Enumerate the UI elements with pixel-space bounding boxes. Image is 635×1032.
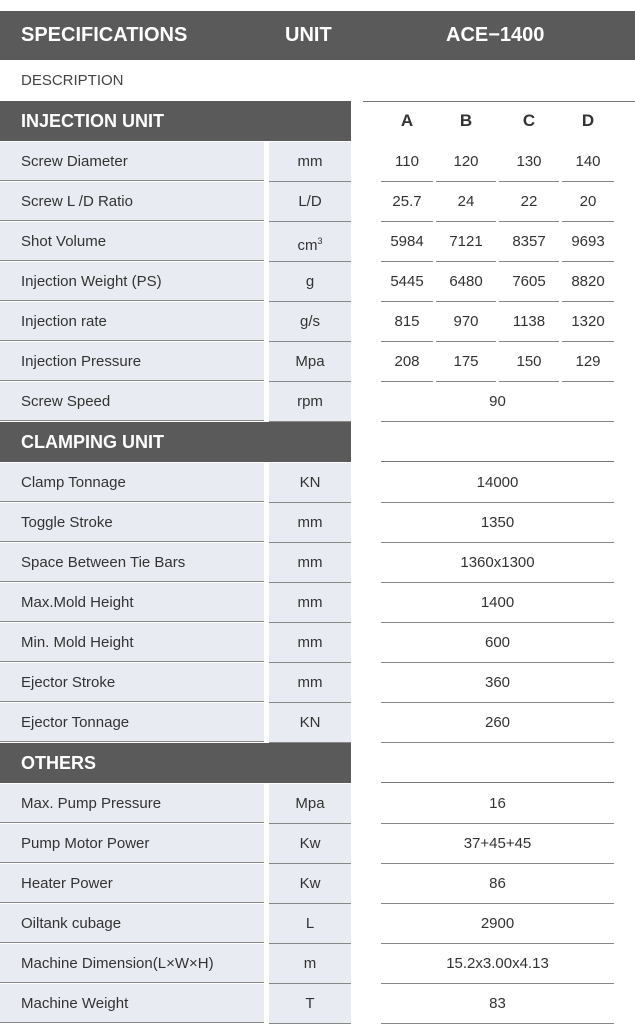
- row-label: Screw Diameter: [0, 142, 264, 181]
- unit-text: rpm: [297, 393, 323, 411]
- value-cell: 1320: [562, 302, 614, 342]
- section-injection-unit: INJECTION UNIT: [0, 101, 351, 141]
- value-cell: 5984: [381, 222, 433, 262]
- row-unit: [269, 262, 351, 302]
- row-unit: [269, 222, 351, 262]
- value-cell: 150: [499, 342, 559, 382]
- table-row: [0, 543, 635, 583]
- description-label: DESCRIPTION: [21, 72, 124, 89]
- table-row: [0, 864, 635, 904]
- column-header-d: D: [581, 111, 595, 130]
- row-unit: [269, 182, 351, 222]
- row-unit: [269, 784, 351, 824]
- unit-text: Kw: [299, 834, 321, 852]
- row-unit: [269, 583, 351, 623]
- row-unit: [269, 503, 351, 543]
- unit-text: L/D: [298, 192, 322, 210]
- row-label: Toggle Stroke: [0, 503, 264, 542]
- unit-text: mm: [297, 553, 323, 571]
- unit-text: KN: [299, 714, 321, 732]
- section-others: OTHERS: [0, 743, 351, 783]
- unit-text: L: [305, 914, 315, 932]
- table-row: [0, 463, 635, 503]
- row-label: Space Between Tie Bars: [0, 543, 264, 582]
- value-cell: 8820: [562, 262, 614, 302]
- unit-text: mm: [297, 634, 323, 652]
- table-row: [0, 703, 635, 743]
- table-row: [0, 182, 635, 222]
- row-label: Injection rate: [0, 302, 264, 341]
- row-unit: [269, 302, 351, 342]
- row-label: Min. Mold Height: [0, 623, 264, 662]
- value-cell: 90: [381, 382, 614, 422]
- table-row: [0, 623, 635, 663]
- table-row: [0, 302, 635, 342]
- value-cell: 8357: [499, 222, 559, 262]
- value-cell: 83: [381, 984, 614, 1024]
- row-unit: [269, 382, 351, 422]
- unit-text: mm: [297, 513, 323, 531]
- row-label: Oiltank cubage: [0, 904, 264, 943]
- value-cell: 120: [436, 142, 496, 182]
- value-cell: 7121: [436, 222, 496, 262]
- section-clamping-unit: CLAMPING UNIT: [0, 422, 351, 462]
- table-row: [0, 503, 635, 543]
- row-unit: [269, 142, 351, 182]
- row-unit: [269, 663, 351, 703]
- value-cell: 1138: [499, 302, 559, 342]
- unit-text: g/s: [299, 313, 320, 331]
- value-cell: 1400: [381, 583, 614, 623]
- row-label: Max.Mold Height: [0, 583, 264, 622]
- value-cell: 1350: [381, 503, 614, 543]
- specifications-heading: SPECIFICATIONS: [21, 24, 188, 46]
- row-label: Screw L /D Ratio: [0, 182, 264, 221]
- value-cell: 14000: [381, 463, 614, 503]
- table-row: [0, 222, 635, 262]
- unit-text: KN: [299, 473, 321, 491]
- value-cell: 86: [381, 864, 614, 904]
- table-row: [0, 824, 635, 864]
- model-heading: ACE−1400: [446, 24, 545, 46]
- value-cell: 360: [381, 663, 614, 703]
- value-cell: 25.7: [381, 182, 433, 222]
- value-cell: 24: [436, 182, 496, 222]
- unit-text: T: [305, 995, 315, 1013]
- row-label: Clamp Tonnage: [0, 463, 264, 502]
- value-cell: 260: [381, 703, 614, 743]
- column-header-c: C: [522, 111, 536, 130]
- value-cell: 208: [381, 342, 433, 382]
- value-cell: 37+45+45: [381, 824, 614, 864]
- value-cell: 16: [381, 784, 614, 824]
- row-label: Ejector Tonnage: [0, 703, 264, 742]
- row-unit: [269, 703, 351, 743]
- value-cell: 600: [381, 623, 614, 663]
- row-unit: [269, 543, 351, 583]
- value-cell: 130: [499, 142, 559, 182]
- table-row: [0, 342, 635, 382]
- value-cell: 110: [381, 142, 433, 182]
- value-cell: 15.2x3.00x4.13: [381, 944, 614, 984]
- value-cell: 20: [562, 182, 614, 222]
- table-row: [0, 142, 635, 182]
- row-unit: [269, 463, 351, 503]
- unit-text: m: [303, 955, 317, 973]
- row-label: Pump Motor Power: [0, 824, 264, 863]
- row-label: Machine Weight: [0, 984, 264, 1023]
- value-cell: 815: [381, 302, 433, 342]
- column-header-a: A: [400, 111, 414, 130]
- value-cell: 22: [499, 182, 559, 222]
- unit-text: mm: [297, 674, 323, 692]
- table-row: [0, 262, 635, 302]
- table-row: [0, 784, 635, 824]
- unit-text: g: [305, 272, 315, 290]
- row-unit: [269, 623, 351, 663]
- row-label: Machine Dimension(L×W×H): [0, 944, 264, 983]
- value-cell: 175: [436, 342, 496, 382]
- table-row: [0, 984, 635, 1024]
- value-cell: 5445: [381, 262, 433, 302]
- value-cell: 6480: [436, 262, 496, 302]
- value-cell: 9693: [562, 222, 614, 262]
- row-label: Injection Weight (PS): [0, 262, 264, 301]
- value-cell: 970: [436, 302, 496, 342]
- table-row: [0, 583, 635, 623]
- table-header: [0, 11, 635, 60]
- row-label: Screw Speed: [0, 382, 264, 421]
- value-cell: 7605: [499, 262, 559, 302]
- row-unit: [269, 944, 351, 984]
- row-label: Shot Volume: [0, 222, 264, 261]
- row-label: Heater Power: [0, 864, 264, 903]
- unit-text: Mpa: [295, 353, 325, 371]
- table-row: [0, 944, 635, 984]
- unit-text: mm: [297, 593, 323, 611]
- unit-text: mm: [297, 152, 323, 170]
- row-label: Max. Pump Pressure: [0, 784, 264, 823]
- row-unit: [269, 342, 351, 382]
- row-label: Ejector Stroke: [0, 663, 264, 702]
- unit-text: Mpa: [295, 794, 325, 812]
- table-row: [0, 663, 635, 703]
- row-unit: [269, 864, 351, 904]
- unit-superscript: 3: [317, 235, 323, 246]
- column-header-b: B: [459, 111, 473, 130]
- value-cell: 1360x1300: [381, 543, 614, 583]
- row-unit: [269, 984, 351, 1024]
- unit-heading: UNIT: [285, 24, 332, 46]
- row-unit: [269, 904, 351, 944]
- row-unit: [269, 824, 351, 864]
- unit-text: cm: [297, 236, 318, 254]
- value-cell: 140: [562, 142, 614, 182]
- value-cell: 129: [562, 342, 614, 382]
- table-row: [0, 382, 635, 422]
- row-label: Injection Pressure: [0, 342, 264, 381]
- table-row: [0, 904, 635, 944]
- value-cell: 2900: [381, 904, 614, 944]
- unit-text: Kw: [299, 874, 321, 892]
